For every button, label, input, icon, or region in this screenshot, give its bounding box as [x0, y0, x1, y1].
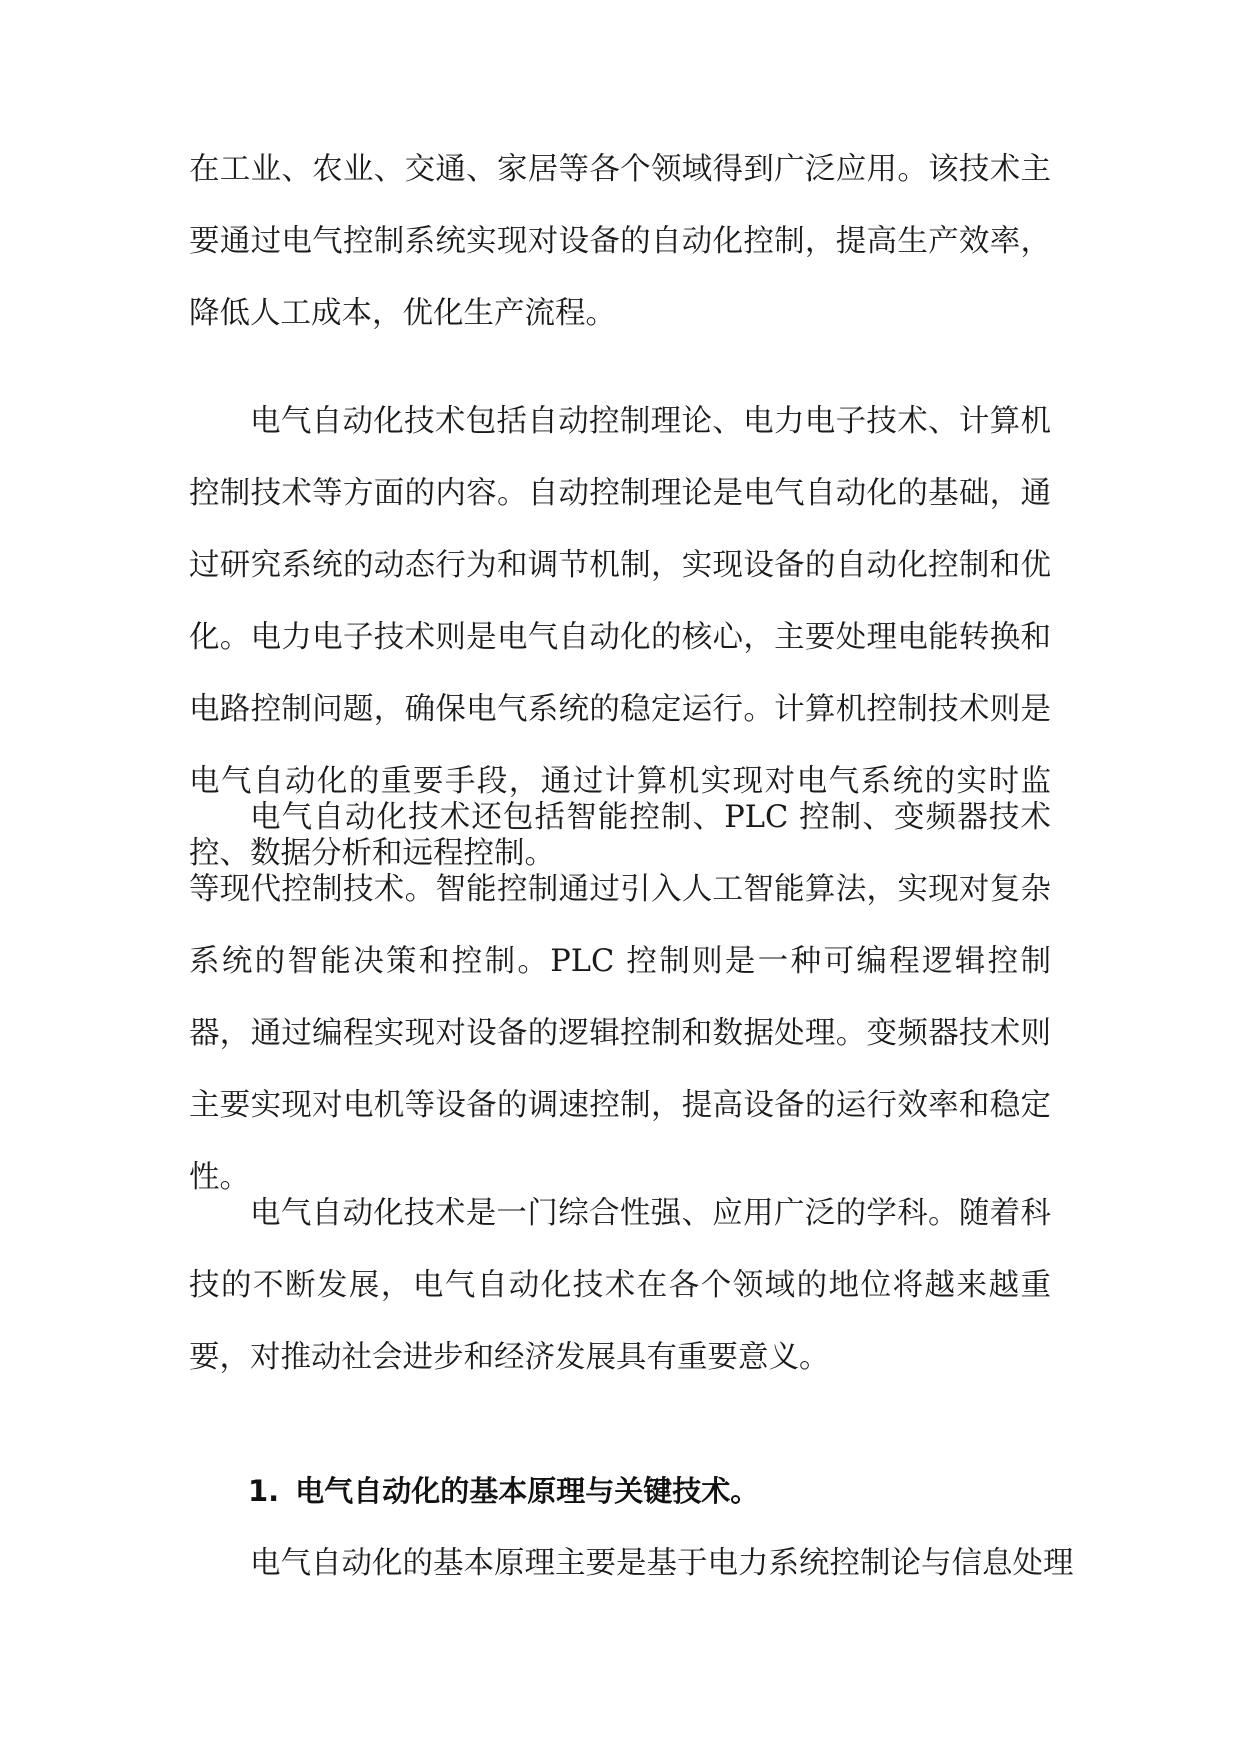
section-heading	[248, 1455, 759, 1527]
section-heading-number: 1.	[248, 1474, 280, 1508]
paragraph-modern-control: 电气自动化技术还包括智能控制、PLC 控制、变频器技术等现代控制技术。智能控制通过引入人工智能算法，实现对复杂系统的智能决策和控制。PLC 控制则是一种可编程逻辑控制器，通过编程实现对设备的逻辑控制和数据处理。变频器技术则主要实现对电机等设备的调速控制，提高设备的运行效率和稳定性。	[189, 800, 1051, 1195]
paragraph-summary: 电气自动化技术是一门综合性强、应用广泛的学科。随着科技的不断发展，电气自动化技术在各个领域的地位将越来越重要，对推动社会进步和经济发展具有重要意义。	[189, 1196, 1051, 1375]
paragraph-section-start: 电气自动化的基本原理主要是基于电力系统控制论与信息处理	[250, 1546, 1074, 1581]
paragraph-continuation: 在工业、农业、交通、家居等各个领域得到广泛应用。该技术主要通过电气控制系统实现对设备的自动化控制，提高生产效率，降低人工成本，优化生产流程。	[189, 152, 1051, 331]
section-heading-title: 电气自动化的基本原理与关键技术。	[295, 1474, 760, 1508]
paragraph-technologies: 电气自动化技术包括自动控制理论、电力电子技术、计算机控制技术等方面的内容。自动控制理论是电气自动化的基础，通过研究系统的动态行为和调节机制，实现设备的自动化控制和优化。电力电子技术则是电气自动化的核心，主要处理电能转换和电路控制问题，确保电气系统的稳定运行。计算机控制技术则是电气自动化的重要手段，通过计算机实现对电气系统的实时监控、数据分析和远程控制。	[189, 404, 1051, 871]
